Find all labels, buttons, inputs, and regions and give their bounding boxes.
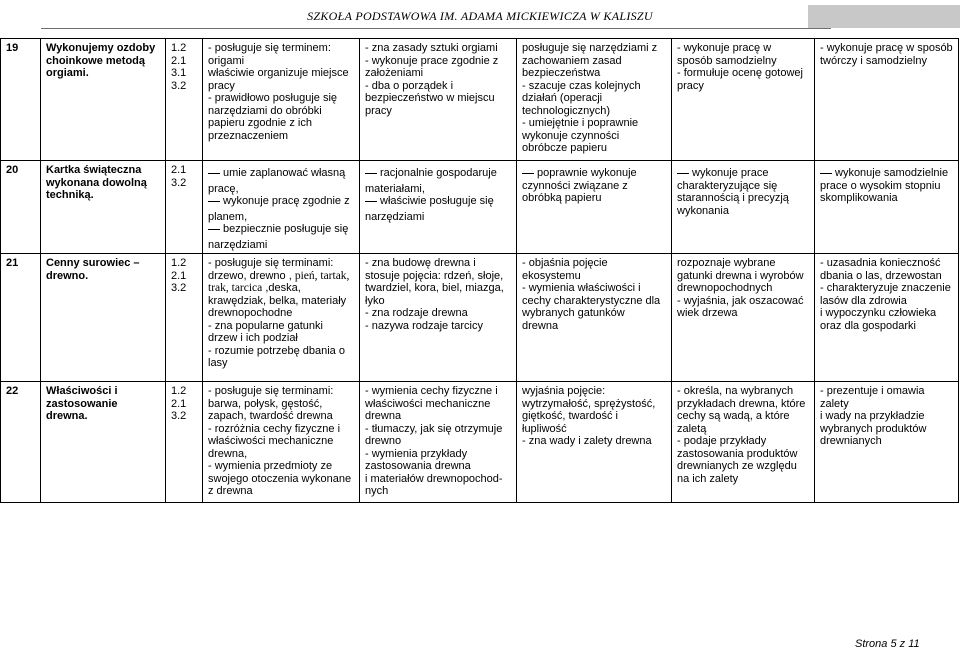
requirement-line-wrap (365, 211, 511, 224)
curriculum-code: 3.2 (171, 282, 187, 294)
requirement-text: - szacuje czas kolejnych (522, 79, 641, 92)
requirement-text: - wykonuje prace zgodnie z (365, 54, 499, 67)
bullet-dash (677, 173, 689, 174)
curriculum-table (0, 38, 959, 503)
requirement-text: z drewna (208, 485, 253, 497)
requirement-line-wrap (522, 423, 666, 436)
requirement-line-wrap (208, 55, 354, 68)
requirement-line-wrap (820, 307, 953, 320)
requirement-line-wrap (820, 167, 953, 180)
requirement-line-wrap (677, 167, 809, 180)
requirement-cell-c2 (360, 254, 517, 382)
requirement-text: czynności związane z (522, 179, 628, 192)
requirement-text: - posługuje się terminem: (208, 42, 331, 54)
requirement-text: - wymienia cechy fizyczne i (365, 385, 498, 397)
requirement-text: drewna (522, 319, 559, 332)
requirement-text: drewnianych ze względu (677, 460, 797, 472)
requirement-line-wrap (820, 180, 953, 193)
bullet-dash (522, 173, 534, 174)
requirement-line-wrap (365, 485, 511, 498)
requirement-cell-c2 (360, 382, 517, 503)
requirement-line-wrap (522, 130, 666, 143)
requirement-line-wrap (208, 435, 354, 448)
curriculum-code: 3.2 (171, 176, 187, 189)
requirement-line-wrap (208, 257, 354, 270)
requirement-text: zastosowania drewna (365, 460, 471, 472)
requirement-line-wrap (365, 448, 511, 461)
requirement-line-wrap (820, 270, 953, 283)
requirement-line-wrap (820, 282, 953, 295)
requirement-line-wrap (365, 307, 511, 320)
bullet-dash (208, 201, 220, 202)
requirement-line-wrap (522, 105, 666, 118)
requirement-text: założeniami (365, 67, 424, 79)
requirement-text: drewnopochodnych (677, 282, 773, 294)
requirement-line-wrap (365, 295, 511, 308)
curriculum-codes (166, 161, 203, 254)
requirement-line-wrap (677, 385, 809, 398)
requirement-text: na ich zalety (677, 472, 739, 485)
requirement-line-wrap (677, 80, 809, 93)
requirement-text: wyjaśnia pojęcie: (522, 385, 606, 397)
requirement-line-wrap (208, 357, 354, 370)
requirement-line-wrap (365, 473, 511, 486)
requirement-line-wrap (820, 410, 953, 423)
requirement-cell-c3 (517, 39, 672, 161)
requirement-line-wrap (522, 398, 666, 411)
requirement-line-wrap (522, 320, 666, 333)
requirement-text: - wykonuje pracę w sposób (820, 42, 953, 54)
requirement-text: drewna, (208, 447, 248, 460)
requirement-text: racjonalnie gospodaruje (380, 167, 497, 179)
requirement-line-wrap (522, 282, 666, 295)
requirement-text: narzędziami do obróbki (208, 104, 322, 117)
requirement-text: - prawidłowo posługuje się (208, 92, 338, 104)
requirement-line-wrap (522, 42, 666, 55)
requirement-text: właściwie organizuje miejsce (208, 67, 349, 79)
requirement-line-wrap (208, 270, 354, 283)
requirement-text: - wymienia przykłady (365, 447, 468, 460)
requirement-text: - zna rodzaje drewna (365, 307, 468, 319)
curriculum-code: 2.1 (171, 397, 187, 410)
requirement-cell-c1 (203, 39, 360, 161)
requirement-text: łyko (365, 294, 385, 307)
requirement-text: wykonuje pracę zgodnie z (223, 195, 350, 207)
requirement-cell-c5 (815, 254, 959, 382)
requirement-line-wrap (208, 385, 354, 398)
requirement-line-wrap (820, 257, 953, 270)
requirement-text: krawędziak, belka, materiały (208, 294, 347, 307)
requirement-text: twardziel, kora, biel, miazga, (365, 282, 504, 294)
requirement-text: właściwości mechaniczne (365, 397, 491, 410)
bullet-dash (208, 173, 220, 174)
requirement-line-wrap (208, 130, 354, 143)
requirement-text: lasów dla zdrowia (820, 294, 907, 307)
curriculum-code: 2.1 (171, 54, 187, 67)
requirement-text: starannością i precyzją (677, 192, 789, 204)
requirement-line-wrap (365, 183, 511, 196)
requirement-line-wrap (208, 448, 354, 461)
requirement-text: przeznaczeniem (208, 129, 289, 142)
requirement-line-wrap (522, 92, 666, 105)
requirement-text: sposób samodzielny (677, 54, 777, 67)
requirement-text: zachowaniem zasad (522, 54, 622, 67)
requirement-line-wrap (365, 55, 511, 68)
requirement-text: swojego otoczenia wykonane (208, 472, 352, 485)
requirement-line-wrap (365, 460, 511, 473)
requirement-text: wybranych produktów (820, 422, 927, 435)
requirement-line-wrap (365, 167, 511, 180)
requirement-cell-c2 (360, 39, 517, 161)
requirement-line-wrap (208, 423, 354, 436)
lesson-number: 20 (1, 161, 41, 254)
requirement-text: właściwości mechaniczne (208, 435, 334, 447)
requirement-cell-c4 (672, 39, 815, 161)
requirement-text: wytrzymałość, sprężystość, (522, 397, 656, 410)
requirement-text: i materiałów drewnopochod- (365, 472, 503, 485)
requirement-cell-c3 (517, 161, 672, 254)
requirement-text: drewno (365, 435, 402, 447)
requirement-text: obróbcze papieru (522, 142, 608, 154)
requirement-line-wrap (365, 320, 511, 333)
requirement-line-wrap (208, 410, 354, 423)
curriculum-code: 1.2 (171, 385, 187, 397)
requirement-cell-c5 (815, 39, 959, 161)
requirement-line-wrap (365, 42, 511, 55)
requirement-line-wrap (208, 239, 354, 252)
requirement-text: - określa, na wybranych (677, 385, 794, 397)
requirement-line-wrap (208, 223, 354, 236)
bullet-dash (365, 201, 377, 202)
requirement-text: gatunki drewna i wyrobów (677, 269, 804, 282)
requirement-line-wrap (365, 435, 511, 448)
requirement-text: stosuje pojęcia: rdzeń, słoje, (365, 269, 504, 282)
requirement-text: - uzasadnia konieczność (820, 257, 941, 269)
requirement-text: drewna (365, 410, 402, 422)
requirement-text: bezpiecznie posługuje się (223, 223, 349, 235)
requirement-line-wrap (208, 295, 354, 308)
requirement-text: pracę, (208, 182, 239, 195)
table-row (1, 254, 959, 382)
requirement-line-wrap (677, 55, 809, 68)
school-name: SZKOŁA PODSTAWOWA IM. ADAMA MICKIEWICZA W KALISZU (307, 9, 653, 23)
requirement-line-wrap (365, 105, 511, 118)
requirement-text: - umiejętnie i poprawnie (522, 117, 639, 129)
requirement-text: bezpieczeństwo w miejscu (365, 92, 495, 104)
requirement-line-wrap (365, 423, 511, 436)
requirement-text: oraz dla gospodarki (820, 319, 917, 332)
requirement-line-wrap (208, 398, 354, 411)
requirement-text: - prezentuje i omawia zalety (820, 385, 925, 410)
requirement-line-wrap (522, 167, 666, 180)
requirement-text: - nazywa rodzaje tarcicy (365, 319, 483, 332)
requirement-text: giętkość, twardość i (522, 410, 618, 422)
requirement-cell-c4 (672, 254, 815, 382)
requirement-line-wrap (820, 295, 953, 308)
requirement-line-wrap (208, 345, 354, 358)
curriculum-codes (166, 39, 203, 161)
page-header (0, 0, 960, 28)
curriculum-codes (166, 382, 203, 503)
requirement-text: łupliwość (522, 422, 567, 435)
requirement-line-wrap (522, 55, 666, 68)
requirement-line-wrap (820, 42, 953, 55)
requirement-text: - tłumaczy, jak się otrzymuje (365, 422, 503, 435)
requirement-text: nych (365, 485, 389, 497)
requirement-text: wykonuje samodzielnie (835, 167, 949, 179)
requirement-line-wrap (677, 42, 809, 55)
requirement-cell-c1 (203, 254, 360, 382)
requirement-line-wrap (677, 410, 809, 423)
requirement-line-wrap (208, 307, 354, 320)
requirement-line-wrap (522, 192, 666, 205)
requirement-line-wrap (677, 295, 809, 308)
requirement-text: - zna zasady sztuki orgiami (365, 42, 498, 54)
requirement-line-wrap (365, 257, 511, 270)
curriculum-code: 1.2 (171, 257, 187, 269)
requirement-text: - wykonuje pracę w (677, 42, 772, 54)
lesson-topic: Właściwości i zastosowanie drewna. (41, 382, 166, 503)
requirement-line-wrap (677, 398, 809, 411)
requirement-text: - wymienia właściwości i (522, 282, 641, 294)
requirement-text: działań (operacji (522, 92, 603, 104)
requirement-cell-c4 (672, 161, 815, 254)
requirement-text: - charakteryzuje znaczenie (820, 282, 951, 294)
requirement-line-wrap (208, 42, 354, 55)
requirement-line-wrap (365, 270, 511, 283)
requirement-line-wrap (208, 282, 354, 295)
requirement-text: - objaśnia pojęcie (522, 257, 608, 269)
requirement-line-wrap (677, 67, 809, 80)
requirement-text: dbania o las, drzewostan (820, 269, 942, 282)
requirement-text: prace o wysokim stopniu (820, 179, 941, 192)
requirement-text: materiałami, (365, 182, 425, 195)
requirement-text: poprawnie wykonuje (537, 167, 637, 179)
requirement-text: wykonania (677, 204, 729, 217)
requirement-line-wrap (522, 410, 666, 423)
requirement-text: zaletą (677, 422, 707, 435)
requirement-line-wrap (677, 307, 809, 320)
requirement-line-wrap (522, 435, 666, 448)
requirement-line-wrap (677, 205, 809, 218)
lesson-number: 19 (1, 39, 41, 161)
curriculum-code: 3.2 (171, 410, 187, 422)
requirement-text: cechy są wadą, a które (677, 410, 790, 422)
requirement-text: trak, tarcica (208, 282, 263, 294)
requirement-line-wrap (820, 192, 953, 205)
requirement-text: przykładach drewna, które (677, 397, 806, 410)
lesson-number: 21 (1, 254, 41, 382)
requirement-text: drzew i ich podział (208, 332, 298, 344)
requirement-text: cechy charakterystyczne dla (522, 294, 661, 307)
curriculum-code: 3.1 (171, 67, 187, 79)
requirement-text: - podaje przykłady (677, 435, 767, 447)
table-row (1, 382, 959, 503)
curriculum-code: 3.2 (171, 79, 187, 92)
requirement-text: papieru zgodnie z ich (208, 117, 312, 129)
requirement-text: i wady na przykładzie (820, 410, 925, 422)
requirement-line-wrap (522, 257, 666, 270)
lesson-topic: Wykonujemy ozdoby choinkowe metodą orgiami. (41, 39, 166, 161)
requirement-text: - rozróżnia cechy fizyczne i (208, 422, 341, 435)
requirement-text: technologicznych) (522, 104, 611, 117)
requirement-line-wrap (208, 320, 354, 333)
requirement-line-wrap (365, 385, 511, 398)
lesson-number: 22 (1, 382, 41, 503)
requirement-line-wrap (522, 307, 666, 320)
requirement-line-wrap (522, 142, 666, 155)
requirement-text: posługuje się narzędziami z (522, 42, 658, 54)
requirement-text: pień, tartak, (294, 269, 350, 282)
requirement-line-wrap (522, 67, 666, 80)
requirement-line-wrap (208, 80, 354, 93)
requirement-cell-c2 (360, 161, 517, 254)
requirement-text: - dba o porządek i (365, 79, 454, 92)
lesson-topic: Cenny surowiec – drewno. (41, 254, 166, 382)
requirement-line-wrap (820, 435, 953, 448)
requirement-text: właściwie posługuje się (380, 195, 494, 207)
requirement-text: pracy (208, 79, 235, 92)
requirement-line-wrap (820, 423, 953, 436)
requirement-cell-c5 (815, 161, 959, 254)
requirement-line-wrap (208, 117, 354, 130)
requirement-line-wrap (365, 92, 511, 105)
header-gray-box (808, 5, 960, 28)
table-row (1, 161, 959, 254)
requirement-line-wrap (522, 270, 666, 283)
requirement-text: barwa, połysk, gęstość, (208, 397, 323, 410)
requirement-text: charakteryzujące się (677, 179, 778, 192)
requirement-text: - zna wady i zalety drewna (522, 435, 652, 447)
requirement-line-wrap (208, 92, 354, 105)
requirement-text: obróbką papieru (522, 192, 602, 204)
requirement-line-wrap (677, 192, 809, 205)
bullet-dash (820, 173, 832, 174)
requirement-line-wrap (522, 80, 666, 93)
requirement-line-wrap (677, 282, 809, 295)
requirement-text: wybranych gatunków (522, 307, 625, 319)
requirement-line-wrap (208, 167, 354, 180)
requirement-line-wrap (365, 67, 511, 80)
requirement-text: - posługuje się terminami: (208, 385, 334, 397)
requirement-cell-c4 (672, 382, 815, 503)
requirement-text: pracy (365, 104, 392, 117)
requirement-line-wrap (208, 183, 354, 196)
requirement-text: wiek drzewa (677, 307, 738, 319)
requirement-text: zastosowania produktów (677, 447, 798, 460)
requirement-cell-c5 (815, 382, 959, 503)
requirement-line-wrap (820, 385, 953, 410)
requirement-line-wrap (820, 55, 953, 68)
bullet-dash (365, 173, 377, 174)
requirement-line-wrap (365, 80, 511, 93)
page-number: Strona 5 z 11 (855, 638, 920, 650)
requirement-text: i wypoczynku człowieka (820, 307, 937, 319)
requirement-line-wrap (365, 282, 511, 295)
requirement-line-wrap (677, 473, 809, 486)
requirement-text: drzewo, drewno , (208, 269, 292, 282)
requirement-text: - wymienia przedmioty ze (208, 460, 333, 472)
curriculum-code: 2.1 (171, 269, 187, 282)
requirement-cell-c3 (517, 382, 672, 503)
requirement-line-wrap (677, 423, 809, 436)
requirement-line-wrap (522, 385, 666, 398)
requirement-line-wrap (522, 295, 666, 308)
requirement-line-wrap (522, 117, 666, 130)
requirement-line-wrap (820, 320, 953, 333)
lesson-topic: Kartka świąteczna wykonana dowolną techniką. (41, 161, 166, 254)
requirement-text: wykonuje czynności (522, 129, 620, 142)
requirement-text: planem, (208, 210, 248, 223)
requirement-line-wrap (208, 67, 354, 80)
requirement-text: umie zaplanować własną (223, 167, 346, 179)
requirement-line-wrap (208, 195, 354, 208)
requirement-text: bezpieczeństwa (522, 67, 601, 79)
curriculum-code: 2.1 (171, 164, 187, 176)
requirement-text: - formułuje ocenę gotowej (677, 67, 803, 79)
curriculum-code: 1.2 (171, 42, 187, 54)
requirement-cell-c1 (203, 382, 360, 503)
requirement-text: twórczy i samodzielny (820, 54, 927, 67)
requirement-text: origami (208, 54, 245, 67)
requirement-text: wykonuje prace (692, 167, 769, 179)
requirement-line-wrap (208, 332, 354, 345)
requirement-line-wrap (677, 180, 809, 193)
requirement-line-wrap (208, 460, 354, 473)
requirement-text: drewnianych (820, 435, 882, 447)
requirement-line-wrap (677, 270, 809, 283)
requirement-line-wrap (208, 485, 354, 498)
requirement-line-wrap (677, 448, 809, 461)
curriculum-codes (166, 254, 203, 382)
requirement-text: - zna budowę drewna i (365, 257, 476, 269)
requirement-cell-c1 (203, 161, 360, 254)
requirement-text: - wyjaśnia, jak oszacować (677, 294, 804, 307)
requirement-cell-c3 (517, 254, 672, 382)
requirement-line-wrap (677, 460, 809, 473)
requirement-text: lasy (208, 357, 228, 369)
requirement-text: drewnopochodne (208, 307, 293, 319)
requirement-line-wrap (365, 398, 511, 411)
requirement-line-wrap (208, 211, 354, 224)
bullet-dash (208, 229, 220, 230)
requirement-line-wrap (365, 410, 511, 423)
requirement-text: - zna popularne gatunki (208, 319, 323, 332)
requirement-line-wrap (522, 180, 666, 193)
requirement-line-wrap (677, 257, 809, 270)
requirement-text: zapach, twardość drewna (208, 410, 333, 422)
requirement-line-wrap (208, 105, 354, 118)
requirement-text: pracy (677, 79, 704, 92)
table-row (1, 39, 959, 161)
requirement-line-wrap (365, 195, 511, 208)
requirement-line-wrap (677, 435, 809, 448)
requirement-text: ekosystemu (522, 269, 581, 282)
requirement-text: skomplikowania (820, 192, 898, 204)
header-rule (41, 28, 831, 29)
requirement-text: ,deska, (265, 282, 301, 294)
requirement-text: narzędziami (208, 238, 268, 251)
requirement-line-wrap (208, 473, 354, 486)
requirement-text: - rozumie potrzebę dbania o (208, 344, 345, 357)
requirement-text: - posługuje się terminami: (208, 257, 334, 269)
requirement-text: narzędziami (365, 210, 425, 223)
requirement-text: rozpoznaje wybrane (677, 257, 776, 269)
